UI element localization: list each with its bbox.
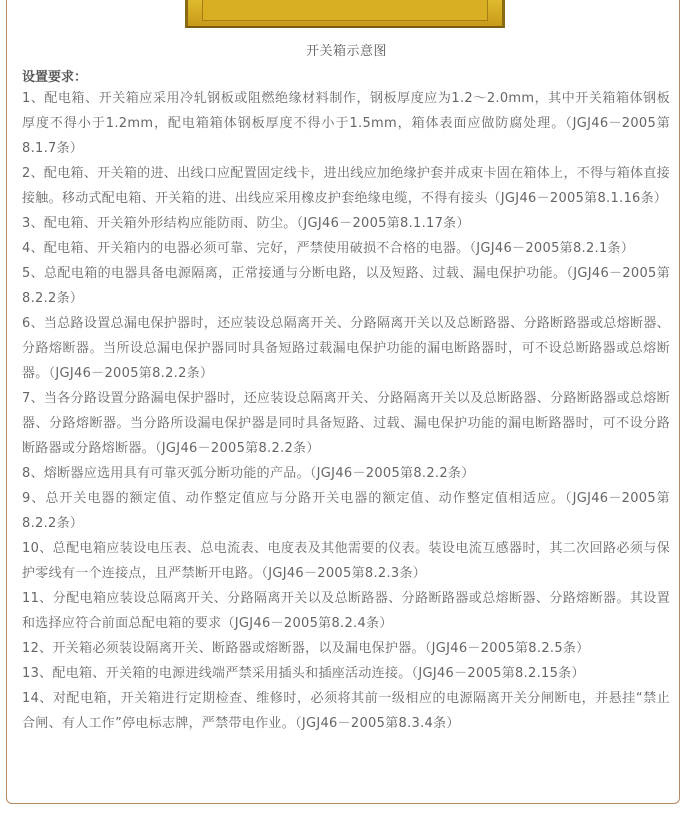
requirement-item: 3、配电箱、开关箱外形结构应能防雨、防尘。（JGJ46－2005第8.1.17条） bbox=[22, 216, 470, 231]
image-caption: 开关箱示意图 bbox=[305, 44, 387, 59]
switch-box-panel bbox=[202, 0, 488, 21]
requirement-item: 8、熔断器应选用具有可靠灭弧分断功能的产品。（JGJ46－2005第8.2.2条） bbox=[22, 466, 475, 481]
requirement-item: 1、配电箱、开关箱应采用冷轧钢板或阻燃绝缘材料制作，钢板厚度应为1.2～2.0mm，其中开关箱箱体钢板厚度不得小于1.2mm，配电箱箱体钢板厚度不得小于1.5mm，箱体表面应做防腐处理。（JGJ46－2005第8.1.7条） bbox=[22, 91, 670, 156]
requirement-item: 12、开关箱必须装设隔离开关、断路器或熔断器，以及漏电保护器。（JGJ46－2005第8.2.5条） bbox=[22, 641, 590, 656]
requirement-item: 4、配电箱、开关箱内的电器必须可靠、完好，严禁使用破损不合格的电器。（JGJ46－2005第8.2.1条） bbox=[22, 241, 635, 256]
requirement-item: 14、对配电箱，开关箱进行定期检查、维修时，必须将其前一级相应的电源隔离开关分闸断电，并悬挂“禁止合闸、有人工作”停电标志牌，严禁带电作业。（JGJ46－2005第8.3.4条） bbox=[22, 691, 670, 731]
requirement-item: 7、当各分路设置分路漏电保护器时，还应装设总隔离开关、分路隔离开关以及总断路器、分路断路器或总熔断器、分路熔断器。当分路所设漏电保护器是同时具备短路、过载、漏电保护功能的漏电断路器时，可不设分路断路器或分路熔断器。（JGJ46－2005第8.2.2条） bbox=[22, 391, 670, 456]
switch-box-photo bbox=[185, 0, 505, 28]
requirements-list bbox=[22, 86, 670, 736]
requirement-item: 9、总开关电器的额定值、动作整定值应与分路开关电器的额定值、动作整定值相适应。（JGJ46－2005第8.2.2条） bbox=[22, 491, 670, 531]
requirement-item: 10、总配电箱应装设电压表、总电流表、电度表及其他需要的仪表。装设电流互感器时，其二次回路必须与保护零线有一个连接点，且严禁断开电路。（JGJ46－2005第8.2.3条） bbox=[22, 541, 670, 581]
requirement-item: 13、配电箱、开关箱的电源进线端严禁采用插头和插座活动连接。（JGJ46－2005第8.2.15条） bbox=[22, 666, 585, 681]
requirement-item: 5、总配电箱的电器具备电源隔离，正常接通与分断电路，以及短路、过载、漏电保护功能。（JGJ46－2005第8.2.2条） bbox=[22, 266, 670, 306]
section-heading: 设置要求： bbox=[22, 70, 88, 85]
requirement-item: 2、配电箱、开关箱的进、出线口应配置固定线卡，进出线应加绝缘护套并成束卡固在箱体上，不得与箱体直接接触。移动式配电箱、开关箱的进、出线应采用橡皮护套绝缘电缆，不得有接头（JGJ46－2005第8.1.16条） bbox=[22, 166, 670, 206]
requirement-item: 6、当总路设置总漏电保护器时，还应装设总隔离开关、分路隔离开关以及总断路器、分路断路器或总熔断器、分路熔断器。当所设总漏电保护器同时具备短路过载漏电保护功能的漏电断路器时，可不设总断路器或总熔断器。（JGJ46－2005第8.2.2条） bbox=[22, 316, 670, 381]
requirement-item: 11、分配电箱应装设总隔离开关、分路隔离开关以及总断路器、分路断路器或总熔断器、分路熔断器。其设置和选择应符合前面总配电箱的要求（JGJ46－2005第8.2.4条） bbox=[22, 591, 670, 631]
